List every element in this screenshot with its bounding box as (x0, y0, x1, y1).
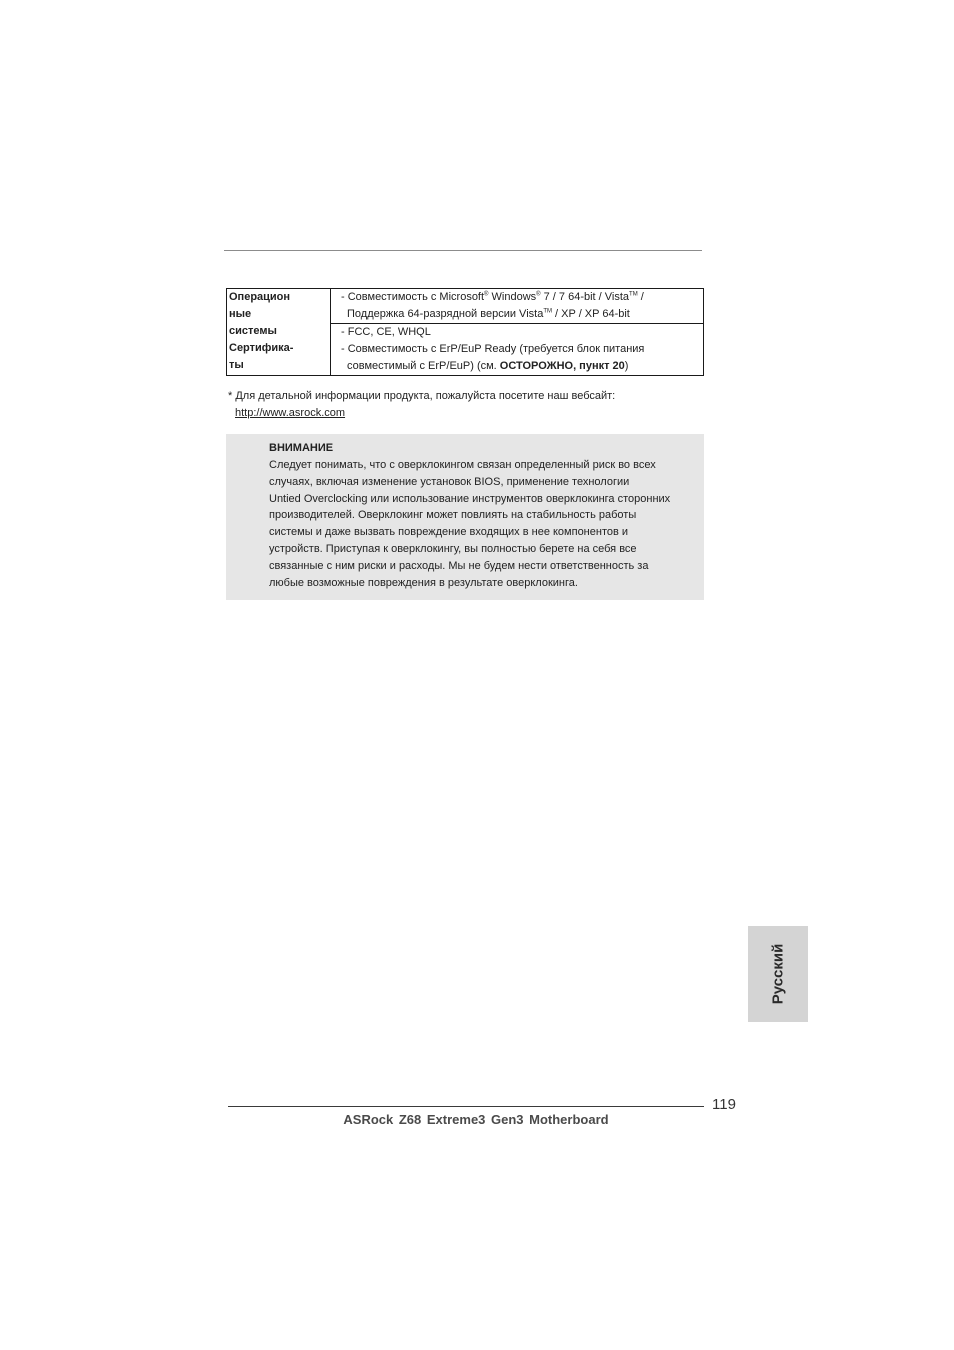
footer-divider (228, 1106, 704, 1107)
caution-line: устройств. Приступая к оверклокингу, вы полностью берете на себя все (269, 542, 637, 555)
caution-line: случаях, включая изменение установок BIOS, применение технологии (269, 475, 630, 488)
caution-body (269, 457, 699, 591)
spec-label-line: ты (229, 359, 244, 371)
spec-label-line: Операцион (229, 291, 291, 303)
spec-label-line: системы (229, 325, 277, 337)
table-row (227, 289, 704, 324)
cert-line: - Совместимость с ErP/EuP Ready (требуется блок питания (341, 343, 645, 355)
caution-line: производителей. Оверклокинг может повлиять на стабильность работы (269, 509, 637, 522)
page-number: 119 (712, 1096, 736, 1113)
certifications-cell (331, 324, 704, 376)
caution-line: любые возможные повреждения в результате оверклокинга. (269, 576, 578, 589)
caution-box (226, 434, 704, 600)
language-tab (748, 926, 808, 1022)
spec-label-cell (227, 289, 331, 376)
footnote (228, 388, 615, 422)
caution-line: Следует понимать, что с оверклокингом связан определенный риск во всех (269, 459, 656, 471)
spec-table (226, 288, 704, 376)
footer-title: ASRock Z68 Extreme3 Gen3 Motherboard (343, 1112, 609, 1127)
language-tab-label: Русский (769, 943, 787, 1005)
top-divider (224, 250, 702, 251)
caution-title: ВНИМАНИЕ (269, 442, 334, 454)
cert-line: совместимый с ErP/EuP) (см. ОСТОРОЖНО, пункт 20) (347, 360, 629, 372)
spec-label-line: Сертифика- (229, 342, 294, 354)
os-64bit-line: Поддержка 64-разрядной версии Vista™ / XP / XP 64-bit (347, 308, 630, 320)
caution-line: Untied Overclocking или использование инструментов оверклокинга сторонних (269, 492, 671, 505)
os-support-cell (331, 289, 704, 324)
caution-line: системы и даже вызвать повреждение входящих в нее компонентов и (269, 526, 629, 539)
footnote-text: * Для детальной информации продукта, пожалуйста посетите наш вебсайт: (228, 390, 616, 402)
cert-line: - FCC, CE, WHQL (341, 326, 431, 338)
caution-line: связанные с ним риски и расходы. Мы не будем нести ответственность за (269, 559, 649, 572)
website-link[interactable]: http://www.asrock.com (235, 407, 346, 419)
spec-label-line: ные (229, 308, 252, 320)
os-support-line: - Совместимость с Microsoft® Windows® 7 / 7 64-bit / Vista™ / (341, 291, 644, 303)
